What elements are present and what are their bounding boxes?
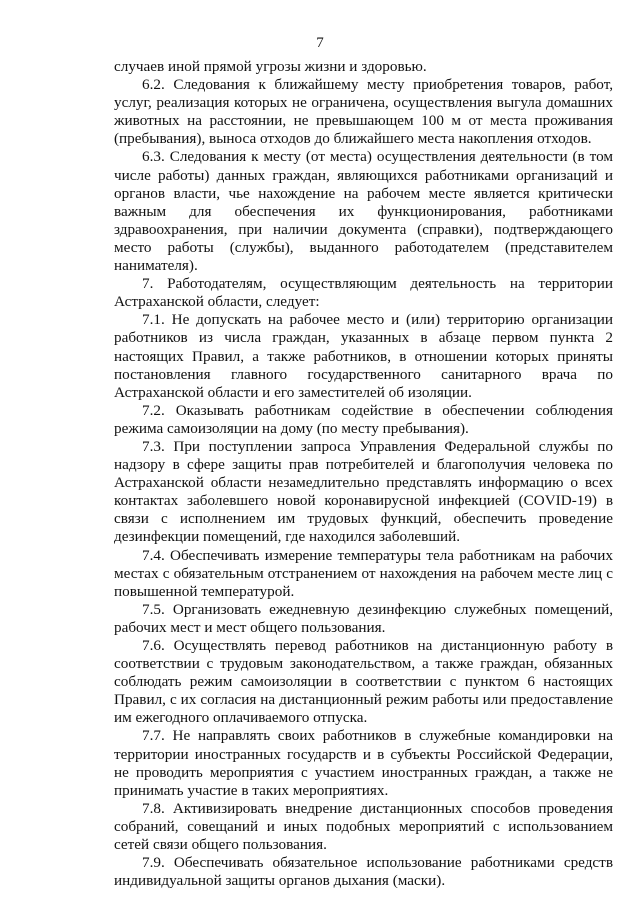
paragraph-7-7: 7.7. Не направлять своих работников в служебные командировки на территории иностранных государств и в субъекты Российской Федерации, не проводить мероприятия с участием иностранных граждан, а также не принимать участие в таких мероприятиях. (114, 727, 613, 799)
paragraph-6-3: 6.3. Следования к месту (от места) осуществления деятельности (в том числе работы) данных граждан, являющихся работниками организаций и органов власти, чье нахождение на рабочем месте является критически важным для обеспечения их функционирования, работниками здравоохранения, при наличии документа (справки), подтверждающего место работы (службы), выданного работодателем (представителем нанимателя). (114, 148, 613, 275)
page-number: 7 (316, 35, 324, 51)
paragraph-7-6: 7.6. Осуществлять перевод работников на дистанционную работу в соответствии с трудовым законодательством, а также граждан, обязанных соблюдать режим самоизоляции в соответствии с пунктом 6 настоящих Правил, с их согласия на дистанционный режим работы или предоставление им ежегодного оплачиваемого отпуска. (114, 637, 613, 727)
paragraph-7-3: 7.3. При поступлении запроса Управления Федеральной службы по надзору в сфере защиты прав потребителей и благополучия человека по Астраханской области незамедлительно представлять информацию о всех контактах заболевшего новой коронавирусной инфекцией (COVID-19) в связи с исполнением им трудовых функций, обеспечить проведение дезинфекции помещений, где находился заболевший. (114, 437, 613, 546)
paragraph-continuation: случаев иной прямой угрозы жизни и здоровью. (114, 58, 427, 75)
paragraph-7: 7. Работодателям, осуществляющим деятельность на территории Астраханской области, следует: (114, 275, 613, 311)
paragraph-7-1: 7.1. Не допускать на рабочее место и (или) территорию организации работников из числа граждан, указанных в абзаце первом пункта 2 настоящих Правил, а также работников, в отношении которых приняты постановления главного государственного санитарного врача по Астраханской области и его заместителей об изоляции. (114, 311, 613, 401)
paragraph-7-4: 7.4. Обеспечивать измерение температуры тела работникам на рабочих местах с обязательным отстранением от нахождения на рабочем месте лиц с повышенной температурой. (114, 546, 613, 600)
document-body (114, 58, 613, 890)
paragraph-7-2: 7.2. Оказывать работникам содействие в обеспечении соблюдения режима самоизоляции на дому (по месту пребывания). (114, 401, 613, 437)
paragraph-7-5: 7.5. Организовать ежедневную дезинфекцию служебных помещений, рабочих мест и мест общего пользования. (114, 600, 613, 636)
paragraph-7-9: 7.9. Обеспечивать обязательное использование работниками средств индивидуальной защиты органов дыхания (маски). (114, 854, 613, 890)
paragraph-6-2: 6.2. Следования к ближайшему месту приобретения товаров, работ, услуг, реализация которых не ограничена, осуществления выгула домашних животных на расстоянии, не превышающем 100 м от места проживания (пребывания), выноса отходов до ближайшего места накопления отходов. (114, 76, 613, 148)
paragraph-7-8: 7.8. Активизировать внедрение дистанционных способов проведения собраний, совещаний и иных подобных мероприятий с использованием сетей связи общего пользования. (114, 799, 613, 854)
